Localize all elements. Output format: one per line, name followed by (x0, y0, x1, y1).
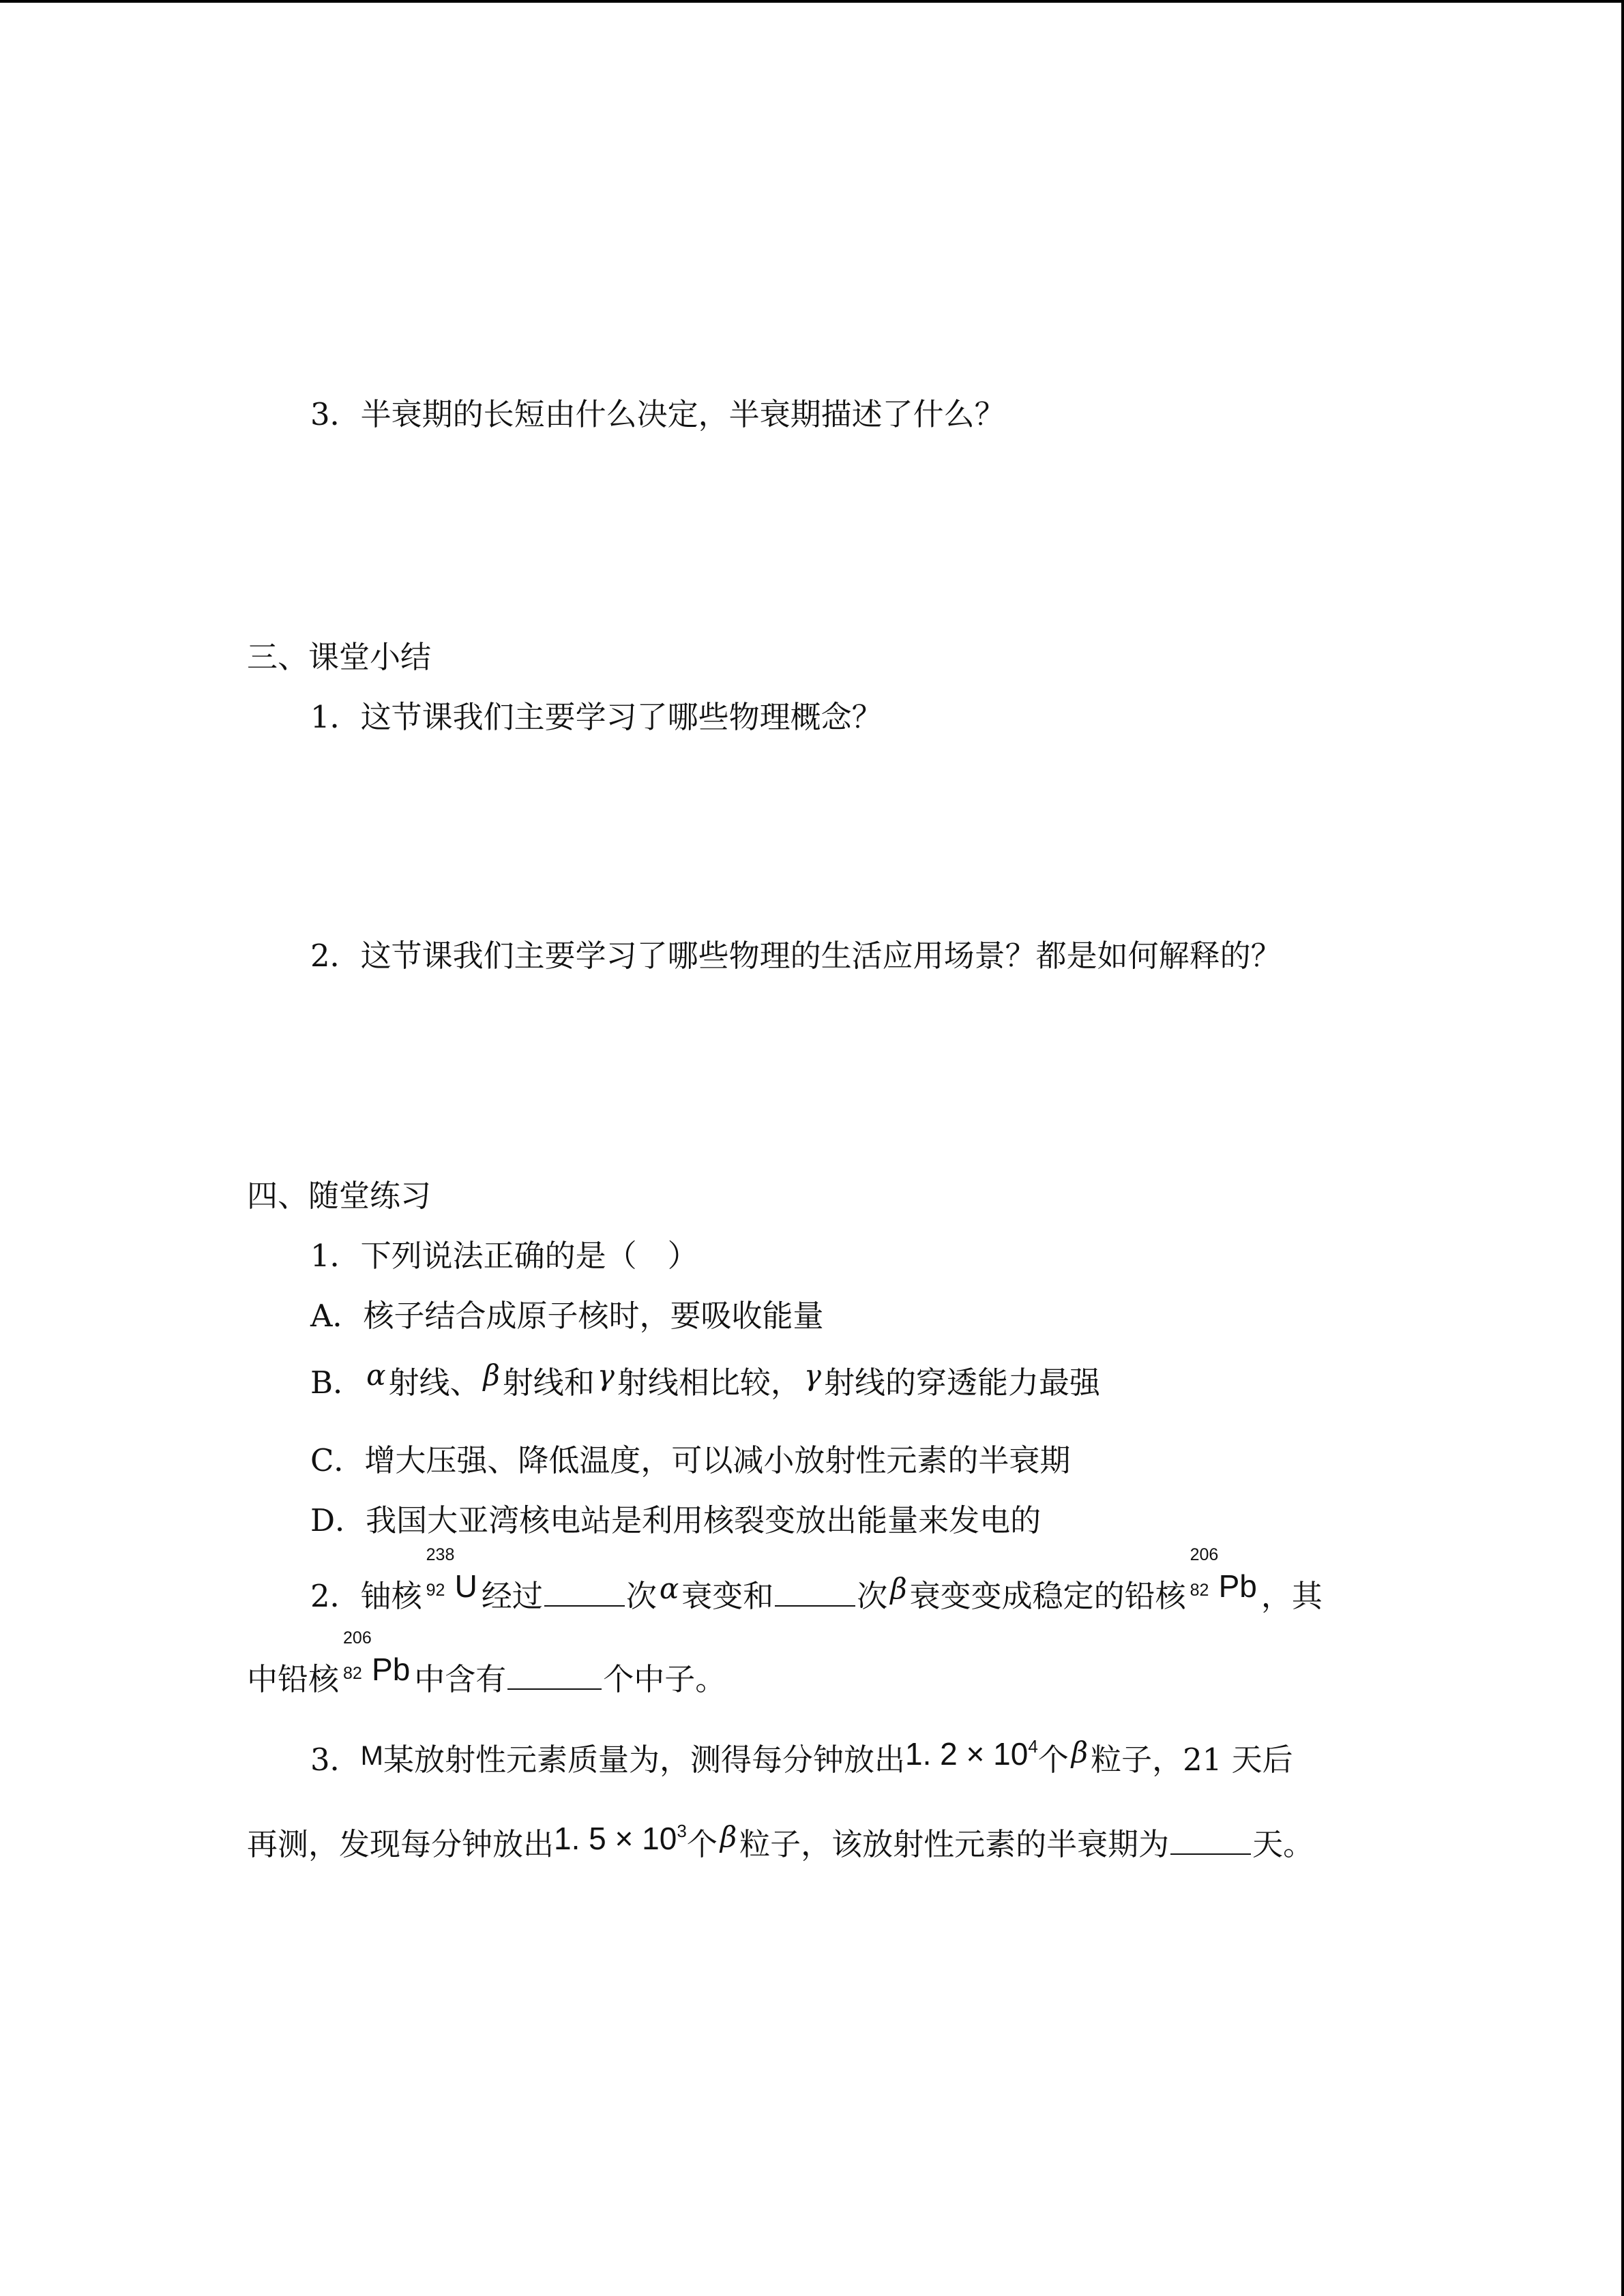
blank-alpha-count[interactable] (544, 1600, 625, 1607)
p2-text-1: 经过 (481, 1578, 543, 1614)
question-half-life: 3．半衰期的长短由什么决定，半衰期描述了什么？ (310, 396, 1005, 432)
gamma-symbol: γ (597, 1358, 615, 1392)
pb-atomic-number: 82 (1190, 1581, 1209, 1600)
beta-symbol: β (483, 1358, 500, 1392)
pb-mass-number: 206 (1190, 1545, 1219, 1564)
practice-2-line-2 (247, 1628, 726, 1700)
option-b-text-1: 射线、 (388, 1365, 481, 1401)
p3-line2-text-4: 天。 (1252, 1826, 1314, 1862)
p3-count-2: 1. 5 × 10 (554, 1821, 677, 1856)
p2-text-7: 中含有 (414, 1661, 507, 1697)
p3-line2-text-3: 粒子，该放射性元素的半衰期为 (739, 1826, 1170, 1862)
beta-symbol: β (890, 1572, 907, 1605)
blank-beta-count[interactable] (775, 1600, 855, 1607)
pb-atomic-number-2: 82 (343, 1664, 362, 1683)
practice-2-line-1 (310, 1545, 1323, 1617)
p2-text-6: ，其 (1260, 1578, 1323, 1614)
p2-text-8: 个中子。 (603, 1661, 726, 1697)
lead-nuclide (1190, 1545, 1257, 1617)
option-b-text-2: 射线和 (502, 1365, 595, 1401)
p2-text-4: 次 (857, 1578, 888, 1614)
alpha-symbol: α (659, 1572, 679, 1605)
practice-3-line-1 (310, 1735, 1293, 1785)
p3-line2-text-2: 个 (686, 1826, 718, 1862)
practice-1-option-d: D．我国大亚湾核电站是利用核裂变放出能量来发电的 (310, 1502, 1042, 1538)
option-b-text-3: 射线相比较， (617, 1365, 801, 1401)
p3-count-1: 1. 2 × 10 (904, 1736, 1029, 1772)
blank-half-life[interactable] (1170, 1848, 1251, 1855)
alpha-symbol: α (366, 1358, 386, 1392)
page-border-top (0, 0, 1624, 3)
p3-prefix: 3． (310, 1742, 361, 1778)
p3-text-2: 个 (1037, 1742, 1069, 1778)
pb-symbol: Pb (1218, 1568, 1257, 1604)
blank-neutron-count[interactable] (507, 1683, 602, 1690)
section-heading-practice: 四、随堂练习 (247, 1178, 432, 1214)
p3-count-2-exponent: 3 (677, 1821, 687, 1841)
u-mass-number: 238 (426, 1545, 455, 1564)
p3-count-1-exponent: 4 (1028, 1736, 1038, 1757)
beta-symbol: β (1071, 1735, 1089, 1769)
p2-text-2: 次 (625, 1578, 657, 1614)
p2-text-5: 衰变变成稳定的铅核 (909, 1578, 1186, 1614)
summary-question-2: 2．这节课我们主要学习了哪些物理的生活应用场景？都是如何解释的？ (310, 938, 1282, 974)
page-border-right (1621, 0, 1624, 2296)
practice-1-option-c: C．增大压强、降低温度，可以减小放射性元素的半衰期 (310, 1442, 1071, 1478)
practice-1-option-a: A．核子结合成原子核时，要吸收能量 (310, 1298, 824, 1334)
p2-prefix: 2．铀核 (310, 1578, 422, 1614)
option-b-prefix: B． (310, 1365, 364, 1401)
practice-1-option-b (310, 1358, 1101, 1404)
gamma-symbol-2: γ (803, 1358, 821, 1392)
pb-mass-number-2: 206 (343, 1628, 372, 1648)
u-symbol: U (454, 1568, 477, 1604)
section-heading-summary: 三、课堂小结 (247, 639, 432, 675)
practice-3-line-2 (247, 1820, 1314, 1869)
p2-line2-prefix: 中铅核 (247, 1661, 340, 1697)
beta-symbol-2: β (720, 1820, 737, 1853)
p3-text-3: 粒子，21 天后 (1091, 1742, 1293, 1778)
pb-symbol-2: Pb (372, 1652, 411, 1687)
p3-mark: M (360, 1741, 383, 1771)
p3-line2-text-1: 再测，发现每分钟放出 (247, 1826, 555, 1862)
practice-1-stem: 1．下列说法正确的是（ ） (310, 1238, 698, 1274)
option-b-text-4: 射线的穿透能力最强 (824, 1365, 1101, 1401)
p2-text-3: 衰变和 (681, 1578, 774, 1614)
p3-text-1: 某放射性元素质量为，测得每分钟放出 (383, 1742, 905, 1778)
summary-question-1: 1．这节课我们主要学习了哪些物理概念？ (310, 699, 883, 735)
uranium-nuclide (426, 1545, 477, 1617)
lead-nuclide-2 (343, 1628, 411, 1700)
u-atomic-number: 92 (426, 1581, 445, 1600)
